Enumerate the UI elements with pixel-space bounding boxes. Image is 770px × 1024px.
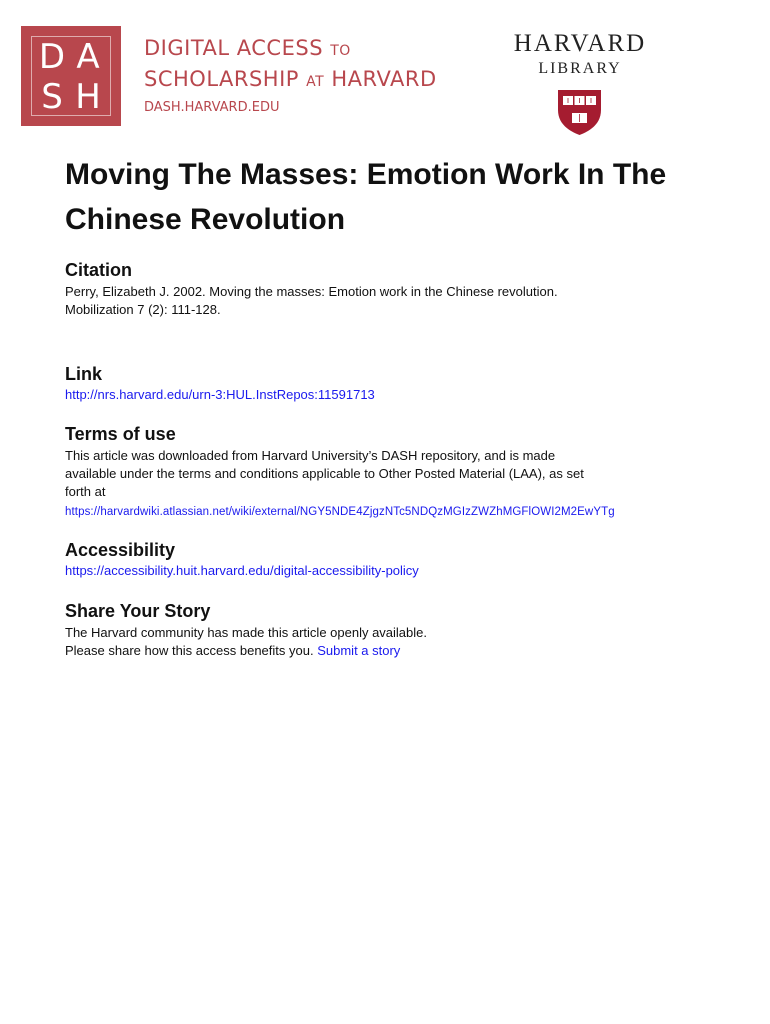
document-title: Moving The Masses: Emotion Work In The Chinese Revolution xyxy=(65,158,667,236)
dash-logo-letter: D xyxy=(38,37,66,77)
dash-title-line2 xyxy=(144,65,437,96)
harvard-library-logo xyxy=(480,30,680,80)
dash-logo-letter: S xyxy=(41,77,63,117)
dash-title-small: TO xyxy=(330,43,351,59)
dash-wordmark xyxy=(144,34,437,116)
terms-text xyxy=(65,447,755,521)
citation-text xyxy=(65,283,705,319)
dash-logo-letter: A xyxy=(76,37,100,77)
link-heading: Link xyxy=(65,364,103,384)
link-section xyxy=(65,386,705,404)
terms-line: This article was downloaded from Harvard University’s DASH repository, and is made xyxy=(65,448,556,463)
terms-link[interactable]: https://harvardwiki.atlassian.net/wiki/external/NGY5NDE4ZjgzNTc5NDQzMGIzZWZhMGFlOWI2M2EwYTg xyxy=(65,506,615,518)
dash-title-line1 xyxy=(144,34,437,65)
share-text xyxy=(65,624,705,660)
harvard-shield-icon xyxy=(552,88,607,136)
terms-line: available under the terms and conditions applicable to Other Posted Material (LAA), as set xyxy=(65,466,584,481)
harvard-name: HARVARD xyxy=(513,30,647,57)
share-line-text: Please share how this access benefits you. xyxy=(65,643,314,658)
dash-url: DASH.HARVARD.EDU xyxy=(144,100,280,115)
accessibility-section xyxy=(65,562,705,580)
citation-line: Mobilization 7 (2): 111-128. xyxy=(65,302,221,317)
dash-logo-letter: H xyxy=(75,77,101,117)
dash-title-text: SCHOLARSHIP xyxy=(144,67,299,91)
harvard-library: LIBRARY xyxy=(538,60,622,77)
share-line: The Harvard community has made this article openly available. xyxy=(65,625,428,640)
accessibility-heading: Accessibility xyxy=(65,540,176,560)
share-heading: Share Your Story xyxy=(65,601,211,621)
citation-line: Perry, Elizabeth J. 2002. Moving the masses: Emotion work in the Chinese revolution. xyxy=(65,284,558,299)
terms-heading: Terms of use xyxy=(65,424,176,444)
dash-title-small: AT xyxy=(306,74,325,90)
dash-title-text: DIGITAL ACCESS xyxy=(144,36,324,60)
accessibility-link[interactable]: https://accessibility.huit.harvard.edu/digital-accessibility-policy xyxy=(65,563,419,578)
citation-heading: Citation xyxy=(65,260,132,280)
permalink-link[interactable]: http://nrs.harvard.edu/urn-3:HUL.InstRepos:11591713 xyxy=(65,387,375,402)
share-line xyxy=(65,642,705,660)
dash-logo xyxy=(21,26,121,126)
dash-title-text: HARVARD xyxy=(331,67,437,91)
submit-story-link[interactable]: Submit a story xyxy=(317,643,401,658)
terms-line: forth at xyxy=(65,484,106,499)
